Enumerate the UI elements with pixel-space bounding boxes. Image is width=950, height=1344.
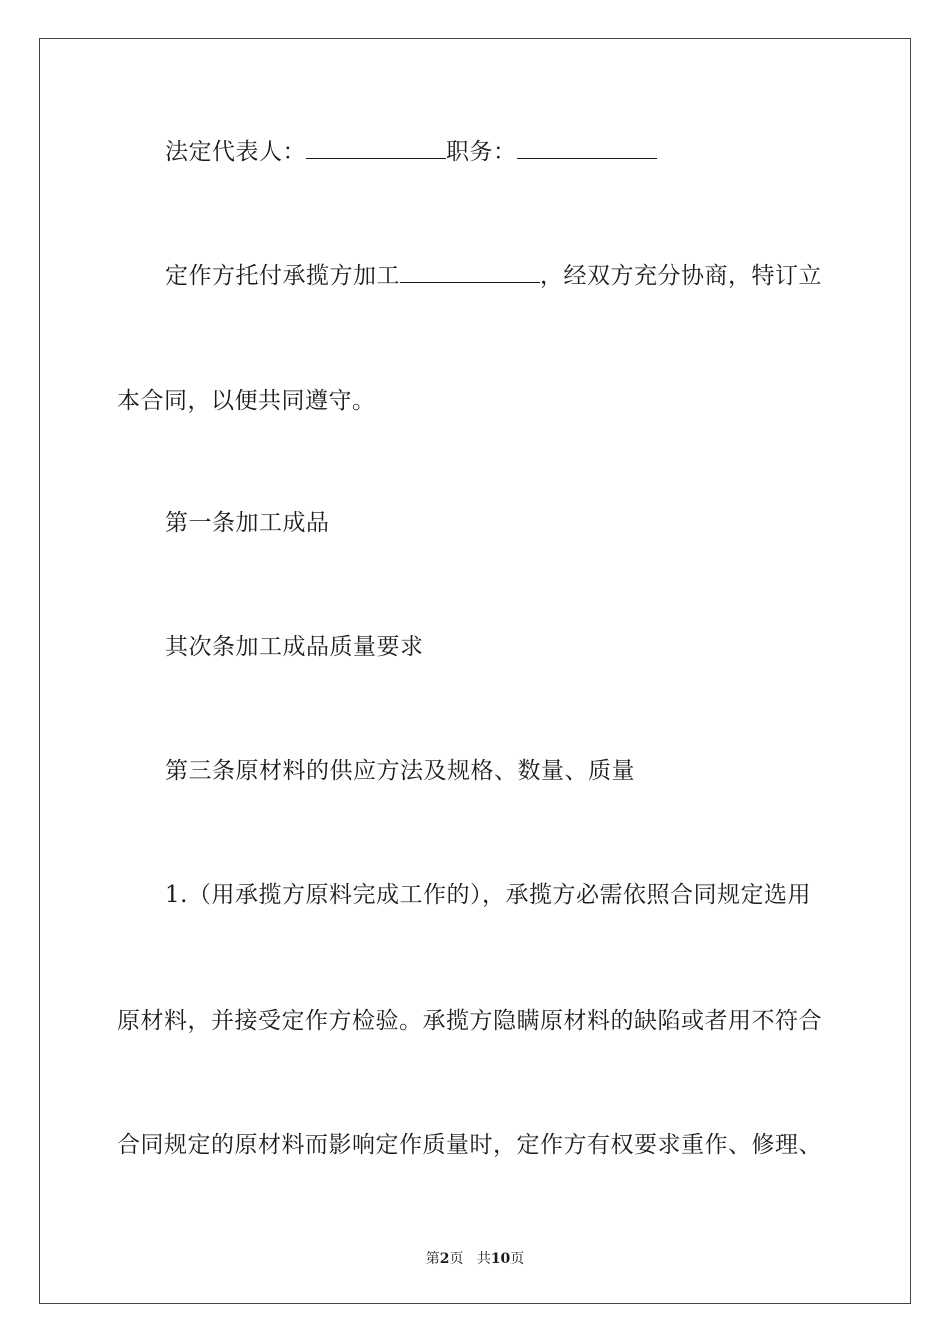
article-2-heading <box>117 632 885 662</box>
page-prefix: 第 <box>425 1251 440 1267</box>
page-number: 2 <box>439 1251 450 1267</box>
entrust-text-end: ，经双方充分协商，特订立 <box>540 263 822 289</box>
legal-representative-label: 法定代表人： <box>165 139 306 165</box>
page-footer <box>0 1248 950 1268</box>
entrust-text-start: 定作方托付承揽方加工 <box>165 263 400 289</box>
clause-1-line-2 <box>117 1006 837 1036</box>
position-label: 职务： <box>446 139 517 165</box>
clause-1-line-1 <box>117 880 885 910</box>
clause-1-line-3 <box>117 1130 837 1160</box>
page-border <box>39 38 911 1304</box>
legal-representative-line <box>117 136 885 167</box>
clause-1-text-2: 原材料，并接受定作方检验。承揽方隐瞒原材料的缺陷或者用不符合 <box>117 1008 822 1034</box>
entrust-line <box>117 260 885 291</box>
position-blank <box>517 136 657 159</box>
page-suffix: 页 <box>449 1251 464 1267</box>
clause-1-text-3: 合同规定的原材料而影响定作质量时，定作方有权要求重作、修理、 <box>117 1132 822 1158</box>
processing-item-blank <box>400 260 540 283</box>
contract-continuation-line <box>117 386 837 416</box>
article-2-text: 其次条加工成品质量要求 <box>165 634 424 660</box>
total-prefix: 共 <box>476 1251 491 1267</box>
total-suffix: 页 <box>510 1251 525 1267</box>
article-3-text: 第三条原材料的供应方法及规格、数量、质量 <box>165 758 635 784</box>
total-number: 10 <box>490 1251 511 1267</box>
clause-1-text-1: 1.（用承揽方原料完成工作的），承揽方必需依照合同规定选用 <box>165 882 811 908</box>
article-1-heading <box>117 508 885 538</box>
article-3-heading <box>117 756 885 786</box>
contract-continuation-text: 本合同，以便共同遵守。 <box>117 388 376 414</box>
article-1-text: 第一条加工成品 <box>165 510 330 536</box>
legal-representative-blank <box>306 136 446 159</box>
